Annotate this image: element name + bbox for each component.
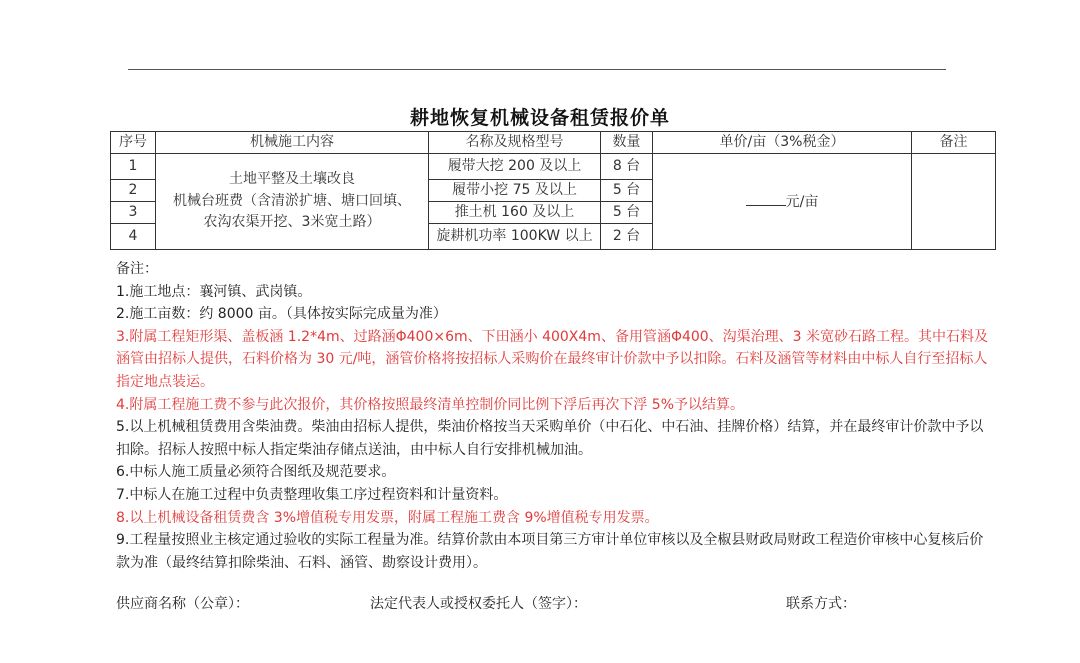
top-rule — [128, 69, 946, 70]
row-no: 2 — [111, 180, 156, 202]
equipment-spec: 推土机 160 及以上 — [429, 202, 601, 224]
equipment-spec: 旋耕机功率 100KW 以上 — [429, 224, 601, 250]
notes-heading: 备注： — [116, 261, 158, 277]
note-item: 3.附属工程矩形渠、盖板涵 1.2*4m、过路涵Φ400×6m、下田涵小 400X4m、备用管涵Φ400、沟渠治理、3 米宽砂石路工程。其中石料及涵管由招标人提供，石料价格为 30 元/吨，涵管价格将按招标人采购价在最终审计价款中予以扣除。石料及涵管等材料由中标人自行至招标人指定地点装运。 — [116, 328, 989, 390]
unit-price-cell — [653, 154, 912, 250]
price-blank-line — [746, 191, 786, 206]
remark-cell — [912, 154, 996, 250]
table-row — [111, 154, 996, 180]
contact-label: 联系方式： — [786, 596, 856, 612]
header-price: 单价/亩（3%税金） — [653, 132, 912, 154]
notes-section — [116, 258, 996, 574]
row-no: 1 — [111, 154, 156, 180]
note-item: 1.施工地点：襄河镇、武岗镇。 — [116, 283, 312, 300]
row-no: 3 — [111, 202, 156, 224]
equipment-qty: 2 台 — [601, 224, 653, 250]
content-line: 农沟农渠开挖、3米宽土路） — [203, 214, 381, 231]
header-spec: 名称及规格型号 — [429, 132, 601, 154]
equipment-qty: 5 台 — [601, 202, 653, 224]
note-item: 8.以上机械设备租赁费含 3%增值税专用发票，附属工程施工费含 9%增值税专用发票。 — [116, 509, 659, 526]
note-item: 7.中标人在施工过程中负责整理收集工序过程资料和计量资料。 — [116, 486, 508, 503]
row-no: 4 — [111, 224, 156, 250]
note-item: 2.施工亩数：约 8000 亩。（具体按实际完成量为准） — [116, 306, 447, 323]
equipment-qty: 5 台 — [601, 180, 653, 202]
equipment-qty: 8 台 — [601, 154, 653, 180]
header-content: 机械施工内容 — [156, 132, 429, 154]
note-item: 4.附属工程施工费不参与此次报价，其价格按照最终清单控制价同比例下浮后再次下浮 5%予以结算。 — [116, 396, 745, 413]
header-no: 序号 — [111, 132, 156, 154]
construction-content — [156, 154, 429, 250]
table-header-row — [111, 132, 996, 154]
price-unit: 元/亩 — [785, 194, 819, 211]
content-line: 土地平整及土壤改良 — [229, 170, 355, 187]
page-title: 耕地恢复机械设备租赁报价单 — [409, 107, 670, 129]
equipment-spec: 履带小挖 75 及以上 — [429, 180, 601, 202]
representative-signature-label: 法定代表人或授权委托人（签字）： — [370, 596, 587, 612]
content-line: 机械台班费（含清淤扩塘、塘口回填、 — [173, 192, 411, 209]
note-item: 9.工程量按照业主核定通过验收的实际工程量为准。结算价款由本项目第三方审计单位审核以及全椒县财政局财政工程造价审核中心复核后价款为准（最终结算扣除柴油、石料、涵管、勘察设计费用）。 — [116, 532, 984, 571]
supplier-signature-label: 供应商名称（公章）： — [116, 596, 249, 612]
equipment-spec: 履带大挖 200 及以上 — [429, 154, 601, 180]
note-item: 5.以上机械租赁费用含柴油费。柴油由招标人提供，柴油价格按当天采购单价（中石化、中石油、挂牌价格）结算，并在最终审计价款中予以扣除。招标人按照中标人指定柴油存储点送油，由中标人自行安排机械加油。 — [116, 419, 984, 458]
header-qty: 数量 — [601, 132, 653, 154]
quote-table — [110, 131, 996, 250]
note-item: 6.中标人施工质量必须符合图纸及规范要求。 — [116, 464, 396, 481]
header-remark: 备注 — [912, 132, 996, 154]
